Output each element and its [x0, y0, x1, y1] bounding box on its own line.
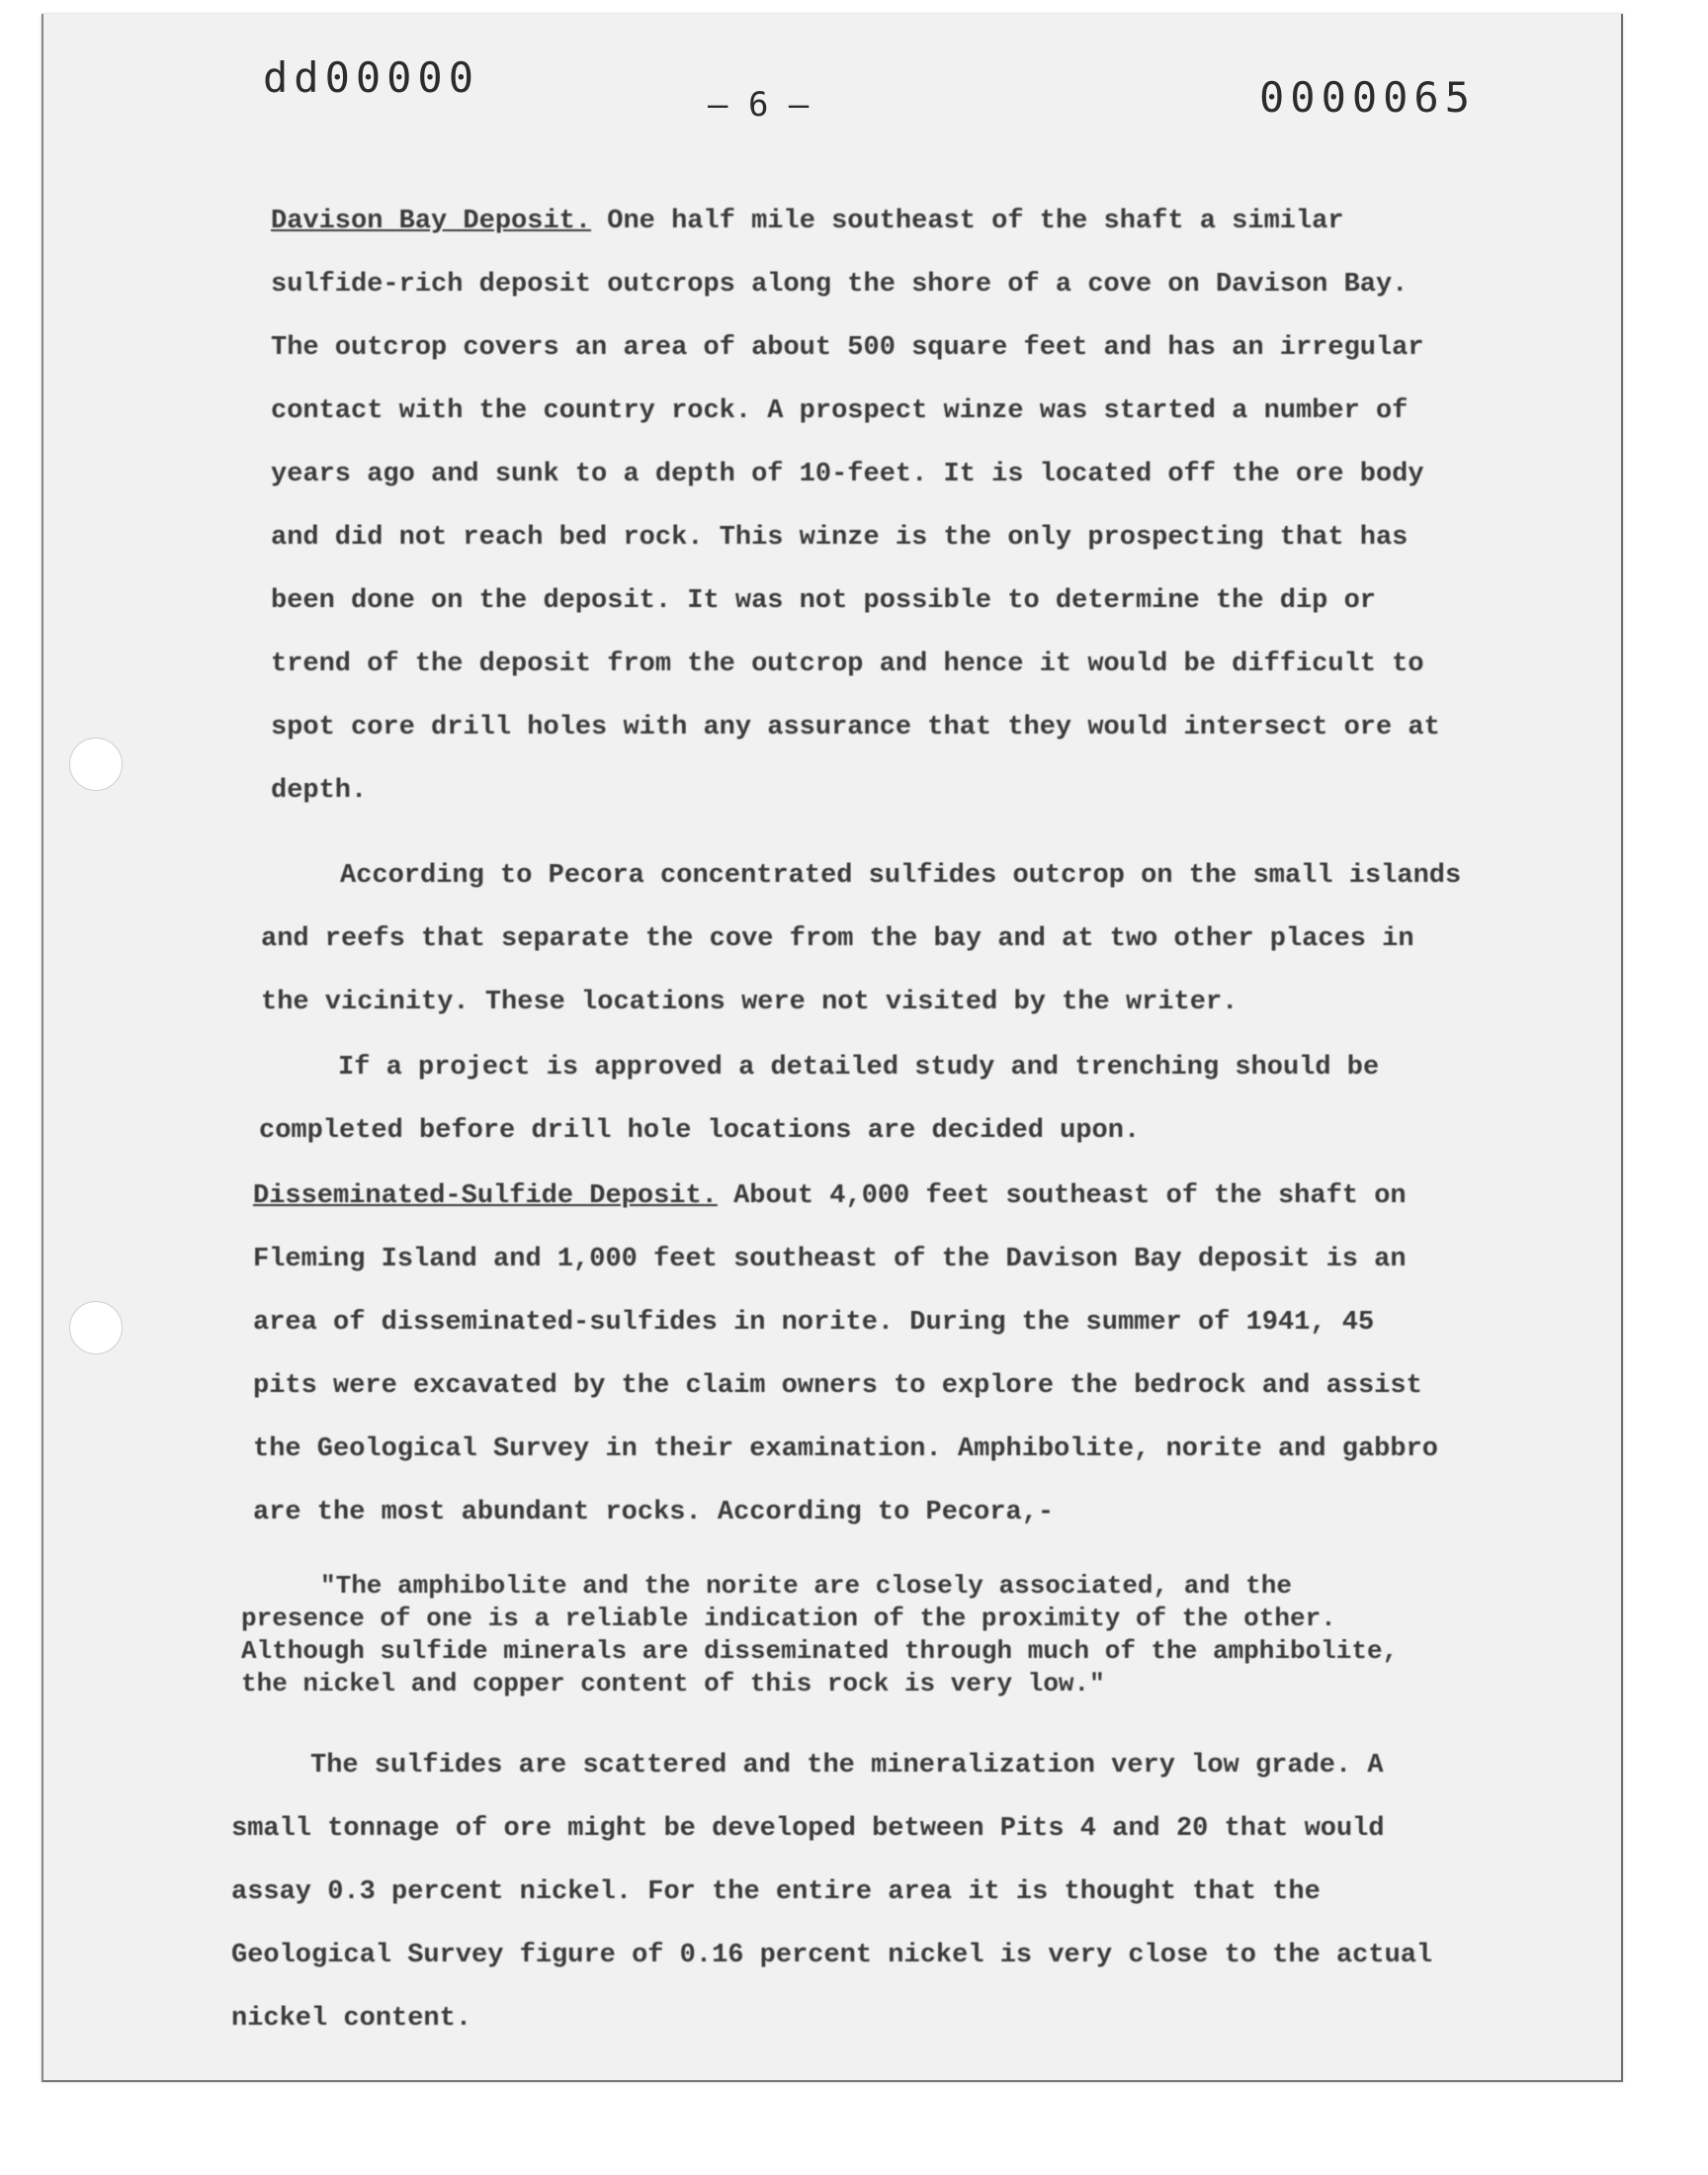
section1-line-9: depth.: [271, 776, 368, 806]
para3-line-1: completed before drill hole locations are decided upon.: [259, 1116, 1141, 1146]
paragraph-pecora-outcrops: [261, 844, 1595, 1034]
section1-line-8: spot core drill holes with any assurance that they would intersect ore at: [271, 713, 1440, 742]
final-line-4: nickel content.: [231, 2004, 472, 2034]
section2-line-4: the Geological Survey in their examination. Amphibolite, norite and gabbro: [253, 1435, 1438, 1464]
section1-line-2: The outcrop covers an area of about 500 square feet and has an irregular: [271, 333, 1424, 363]
section1-heading: Davison Bay Deposit.: [271, 207, 592, 236]
paragraph-low-grade: [231, 1734, 1566, 2050]
section1-line-3: contact with the country rock. A prospect winze was started a number of: [271, 396, 1409, 426]
final-line-3: Geological Survey figure of 0.16 percent nickel is very close to the actual: [231, 1941, 1433, 1970]
para2-line-1: and reefs that separate the cove from the bay and at two other places in: [261, 924, 1414, 954]
document-id-left: dd00000: [263, 53, 480, 102]
section1-line-7: trend of the deposit from the outcrop and hence it would be difficult to: [271, 650, 1424, 679]
section2-line-3: pits were excavated by the claim owners to explore the bedrock and assist: [253, 1371, 1422, 1401]
section-disseminated-sulfide: [253, 1165, 1587, 1544]
section1-line-6: been done on the deposit. It was not possible to determine the dip or: [271, 586, 1376, 616]
quote-line-2: Although sulfide minerals are disseminated through much of the amphibolite,: [241, 1636, 1399, 1666]
paragraph-project-approval: [259, 1036, 1593, 1163]
section1-line-0: One half mile southeast of the shaft a similar: [607, 207, 1344, 236]
section1-line-1: sulfide-rich deposit outcrops along the shore of a cove on Davison Bay.: [271, 270, 1409, 300]
section1-first-line: [271, 190, 1605, 253]
section2-line-1: Fleming Island and 1,000 feet southeast of the Davison Bay deposit is an: [253, 1245, 1407, 1274]
section-davison-bay: [271, 190, 1605, 823]
final-line-1: small tonnage of ore might be developed between Pits 4 and 20 that would: [231, 1814, 1385, 1844]
section2-line-2: area of disseminated-sulfides in norite. During the summer of 1941, 45: [253, 1308, 1375, 1338]
para3-line-0: If a project is approved a detailed study and trenching should be: [338, 1053, 1380, 1083]
pecora-quotation: [241, 1570, 1576, 1700]
page-number: — 6 —: [708, 85, 810, 125]
document-page: [42, 14, 1623, 2082]
quote-line-1: presence of one is a reliable indication of the proximity of the other.: [241, 1604, 1336, 1633]
punch-hole-lower: [69, 1301, 123, 1354]
quote-line-0: "The amphibolite and the norite are closely associated, and the: [320, 1571, 1292, 1601]
final-line-2: assay 0.3 percent nickel. For the entire area it is thought that the: [231, 1877, 1321, 1907]
section2-heading: Disseminated-Sulfide Deposit.: [253, 1181, 718, 1211]
section2-first-line: [253, 1165, 1587, 1228]
final-line-0: The sulfides are scattered and the mineralization very low grade. A: [310, 1751, 1384, 1781]
section1-line-5: and did not reach bed rock. This winze is the only prospecting that has: [271, 523, 1409, 553]
document-id-right: 0000065: [1259, 73, 1477, 122]
para2-line-0: According to Pecora concentrated sulfides outcrop on the small islands: [340, 861, 1462, 891]
punch-hole-upper: [69, 738, 123, 791]
section1-line-4: years ago and sunk to a depth of 10-feet. It is located off the ore body: [271, 460, 1424, 489]
section2-line-0: About 4,000 feet southeast of the shaft on: [733, 1181, 1407, 1211]
section2-line-5: are the most abundant rocks. According to Pecora,-: [253, 1498, 1055, 1527]
quote-line-3: the nickel and copper content of this rock is very low.": [241, 1669, 1105, 1698]
para2-line-2: the vicinity. These locations were not visited by the writer.: [261, 988, 1238, 1017]
